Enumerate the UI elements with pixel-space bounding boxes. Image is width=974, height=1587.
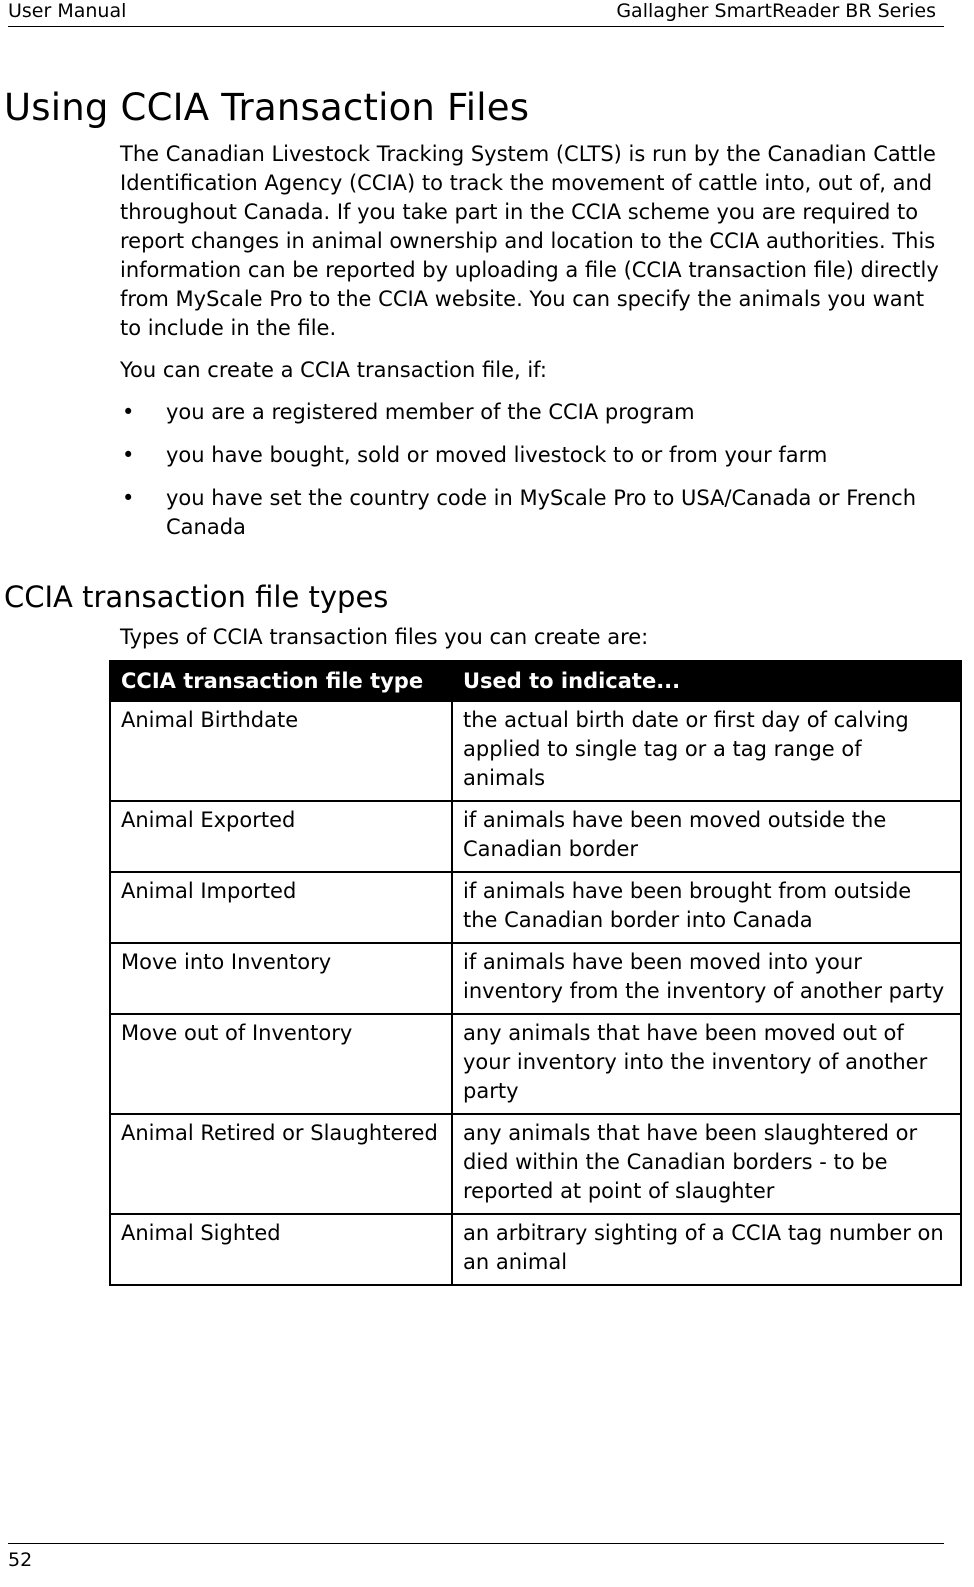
table-row xyxy=(110,943,961,1014)
file-types-table xyxy=(109,660,962,1286)
page-title: Using CCIA Transaction Files xyxy=(4,86,530,129)
usage-cell: any animals that have been moved out of your inventory into the inventory of another party xyxy=(452,1014,961,1114)
file-type-cell: Animal Exported xyxy=(110,801,452,872)
page-header xyxy=(8,0,944,27)
list-item xyxy=(120,441,950,470)
usage-cell: if animals have been brought from outside the Canadian border into Canada xyxy=(452,872,961,943)
table-row xyxy=(110,801,961,872)
list-item xyxy=(120,484,950,542)
bullet-icon: • xyxy=(122,443,135,467)
table-row xyxy=(110,1014,961,1114)
conditions-lead: You can create a CCIA transaction file, if: xyxy=(120,358,547,382)
conditions-list xyxy=(120,398,950,556)
usage-cell: if animals have been moved outside the Canadian border xyxy=(452,801,961,872)
list-item-text: you have set the country code in MyScale Pro to USA/Canada or French Canada xyxy=(166,486,917,539)
list-item xyxy=(120,398,950,427)
usage-cell: the actual birth date or first day of calving applied to single tag or a tag range of animals xyxy=(452,701,961,801)
header-manual-label: User Manual xyxy=(8,0,127,22)
usage-cell: an arbitrary sighting of a CCIA tag number on an animal xyxy=(452,1214,961,1285)
file-type-cell: Animal Birthdate xyxy=(110,701,452,801)
column-header-usage: Used to indicate... xyxy=(452,661,961,701)
file-type-cell: Animal Retired or Slaughtered xyxy=(110,1114,452,1214)
table-row xyxy=(110,1114,961,1214)
intro-paragraph: The Canadian Livestock Tracking System (CLTS) is run by the Canadian Cattle Identification Agency (CCIA) to track the movement of cattle into, out of, and throughout Canada. If you take part in the CCIA scheme you are required to report changes in animal ownership and location to the CCIA authorities. This information can be reported by uploading a file (CCIA transaction file) directly from MyScale Pro to the CCIA website. You can specify the animals you want to include in the file. xyxy=(120,142,939,340)
page-footer xyxy=(8,1543,944,1572)
column-header-type: CCIA transaction file type xyxy=(110,661,452,701)
bullet-icon: • xyxy=(122,400,135,424)
table-row xyxy=(110,1214,961,1285)
section-heading: CCIA transaction file types xyxy=(4,580,389,614)
table-row xyxy=(110,701,961,801)
page-number: 52 xyxy=(8,1549,33,1571)
list-item-text: you are a registered member of the CCIA program xyxy=(166,400,695,424)
file-type-cell: Move out of Inventory xyxy=(110,1014,452,1114)
usage-cell: if animals have been moved into your inventory from the inventory of another party xyxy=(452,943,961,1014)
bullet-icon: • xyxy=(122,486,135,510)
table-row xyxy=(110,872,961,943)
file-type-cell: Move into Inventory xyxy=(110,943,452,1014)
header-product-label: Gallagher SmartReader BR Series xyxy=(616,0,936,22)
file-type-cell: Animal Sighted xyxy=(110,1214,452,1285)
types-lead: Types of CCIA transaction files you can create are: xyxy=(120,625,649,649)
list-item-text: you have bought, sold or moved livestock to or from your farm xyxy=(166,443,828,467)
usage-cell: any animals that have been slaughtered or died within the Canadian borders - to be reported at point of slaughter xyxy=(452,1114,961,1214)
table-header-row xyxy=(110,661,961,701)
file-type-cell: Animal Imported xyxy=(110,872,452,943)
